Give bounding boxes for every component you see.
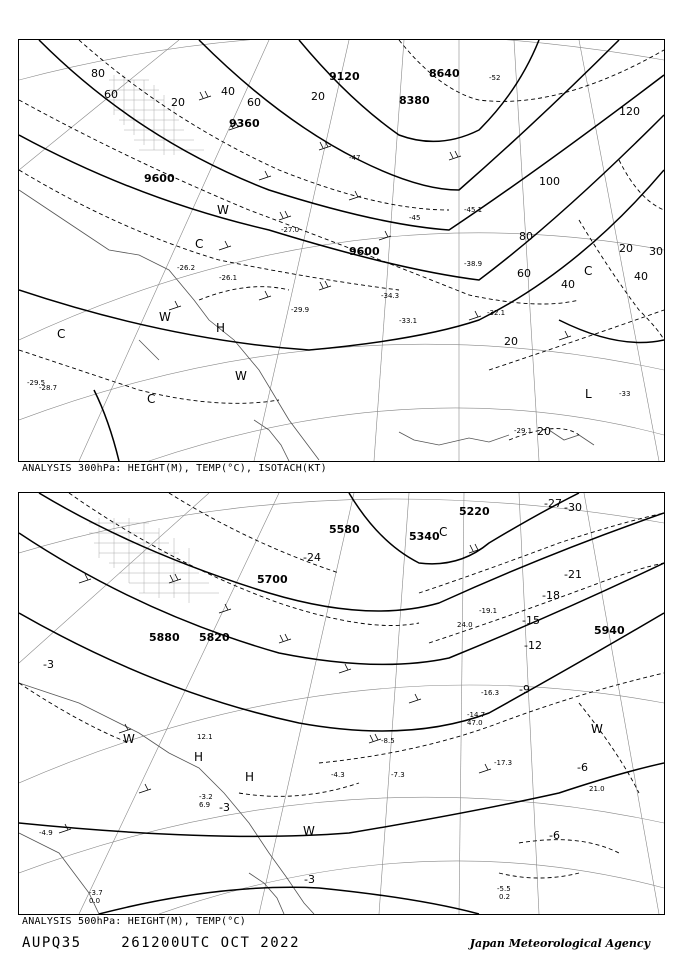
cold-symbol: C <box>57 327 66 341</box>
height-label: 5700 <box>257 573 288 586</box>
isotach-label: 80 <box>91 67 105 80</box>
temperature-plot: -8.5 <box>381 737 395 745</box>
temperature-plot: -34.3 <box>381 292 400 300</box>
isotherm-label: -24 <box>303 551 321 564</box>
chart-300hpa-caption: ANALYSIS 300hPa: HEIGHT(M), TEMP(°C), ISOTACH(KT) <box>22 463 327 474</box>
temperature-plot: -3.2 <box>199 793 213 801</box>
temperature-plot: 0.0 <box>89 897 101 905</box>
wind-barbs <box>59 544 491 833</box>
chart-500hpa-map <box>19 493 664 914</box>
isotach-label: 20 <box>311 90 325 103</box>
isotach-label: 80 <box>519 230 533 243</box>
temperature-plot: -4.9 <box>39 829 53 837</box>
coastline <box>19 683 314 914</box>
isotherm-label: -30 <box>564 501 582 514</box>
temperature-plot: -33.1 <box>399 317 418 325</box>
isotherm-label: -6 <box>577 761 588 774</box>
temperature-plot: -45.1 <box>464 206 483 214</box>
temperature-plot: -47 <box>349 154 361 162</box>
temperature-plot: -19.1 <box>479 607 498 615</box>
warm-symbol: W <box>303 824 315 838</box>
temperature-plot: -27.0 <box>281 226 300 234</box>
graticule-meridians <box>19 493 659 914</box>
isotach-label: 40 <box>634 270 648 283</box>
height-contours <box>19 40 664 461</box>
temperature-plot: -33 <box>619 390 631 398</box>
height-label: 8380 <box>399 94 430 107</box>
temperature-plot: -28.7 <box>39 384 58 392</box>
warm-symbol: W <box>217 203 229 217</box>
temperature-plot: 47.0 <box>467 719 483 727</box>
isotach-label: 20 <box>537 425 551 438</box>
temperature-plot: 21.0 <box>589 785 605 793</box>
bulletin-header <box>22 935 300 951</box>
cold-symbol: C <box>439 525 448 539</box>
temperature-plot: -3.7 <box>89 889 103 897</box>
height-label: 9600 <box>144 172 175 185</box>
height-contours <box>19 493 664 914</box>
isotherm-label: -21 <box>564 568 582 581</box>
isotach-label: 40 <box>561 278 575 291</box>
agency-name: Japan Meteorological Agency <box>469 937 650 950</box>
chart-500hpa <box>18 492 665 915</box>
chart-300hpa-map <box>19 40 664 461</box>
low-center-symbol: L <box>585 387 592 401</box>
chart-300hpa <box>18 39 665 462</box>
chart-500hpa-caption: ANALYSIS 500hPa: HEIGHT(M), TEMP(°C) <box>22 916 246 927</box>
temperature-plot: -17.3 <box>494 759 513 767</box>
temperature-plot: -7.3 <box>391 771 405 779</box>
temperature-plot: -26.2 <box>177 264 196 272</box>
isotherm-label: -9 <box>519 683 530 696</box>
isotach-label: 30 <box>649 245 663 258</box>
isotherm-label: -6 <box>549 829 560 842</box>
isotach-label: 60 <box>247 96 261 109</box>
warm-symbol: W <box>123 732 135 746</box>
isotach-label: 40 <box>221 85 235 98</box>
height-label: 5580 <box>329 523 360 536</box>
high-center-symbol: H <box>216 321 226 335</box>
cold-symbol: C <box>195 237 204 251</box>
isotherm-label: -15 <box>522 614 540 627</box>
isotach-label: 120 <box>619 105 640 118</box>
isotherm-label: -3 <box>43 658 54 671</box>
isotach-label: 20 <box>171 96 185 109</box>
cold-symbol: C <box>147 392 156 406</box>
height-label: 9120 <box>329 70 360 83</box>
temperature-plot: -4.3 <box>331 771 345 779</box>
wind-hatch <box>109 75 204 155</box>
temperature-plot: -52 <box>489 74 501 82</box>
isotherm-label: -3 <box>304 873 315 886</box>
graticule-parallels <box>19 499 664 914</box>
warm-symbol: W <box>235 369 247 383</box>
isotherm-label: -12 <box>524 639 542 652</box>
temperature-plot: -29.1 <box>514 427 533 435</box>
temperature-plot: -32.1 <box>487 309 506 317</box>
temperature-plot: -14.7 <box>467 711 486 719</box>
temperature-plot: 12.1 <box>197 733 213 741</box>
high-center-symbol: H <box>245 770 255 784</box>
bulletin-code: AUPQ35 <box>22 935 82 951</box>
temperature-plot: -45 <box>409 214 421 222</box>
high-center-symbol: H <box>194 750 204 764</box>
temperature-plot: 24.0 <box>457 621 473 629</box>
height-label: 8640 <box>429 67 460 80</box>
temperature-plot: -16.3 <box>481 689 500 697</box>
temperature-plot: -29.9 <box>291 306 310 314</box>
temperature-plot: -29.5 <box>27 379 46 387</box>
height-label: 9600 <box>349 245 380 258</box>
height-label: 5820 <box>199 631 230 644</box>
temperature-plot: -38.9 <box>464 260 483 268</box>
isotach-label: 20 <box>504 335 518 348</box>
isotach-label: 60 <box>104 88 118 101</box>
temperature-plot: 6.9 <box>199 801 211 809</box>
height-label: 5880 <box>149 631 180 644</box>
temperature-plot: -26.1 <box>219 274 238 282</box>
isotherm-label: -27 <box>544 497 562 510</box>
height-label: 5220 <box>459 505 490 518</box>
height-label: 5940 <box>594 624 625 637</box>
height-label: 5340 <box>409 530 440 543</box>
valid-time: 261200UTC OCT 2022 <box>121 935 301 951</box>
isotherm-label: -3 <box>219 801 230 814</box>
dashed-contours <box>19 493 664 878</box>
isotherm-label: -18 <box>542 589 560 602</box>
height-label: 9360 <box>229 117 260 130</box>
temperature-plot: -5.5 <box>497 885 511 893</box>
isotach-label: 20 <box>619 242 633 255</box>
isotach-label: 100 <box>539 175 560 188</box>
temperature-plot: 0.2 <box>499 893 511 901</box>
cold-symbol: C <box>584 264 593 278</box>
warm-symbol: W <box>159 310 171 324</box>
coastline <box>19 190 594 461</box>
warm-symbol: W <box>591 722 603 736</box>
isotach-label: 60 <box>517 267 531 280</box>
